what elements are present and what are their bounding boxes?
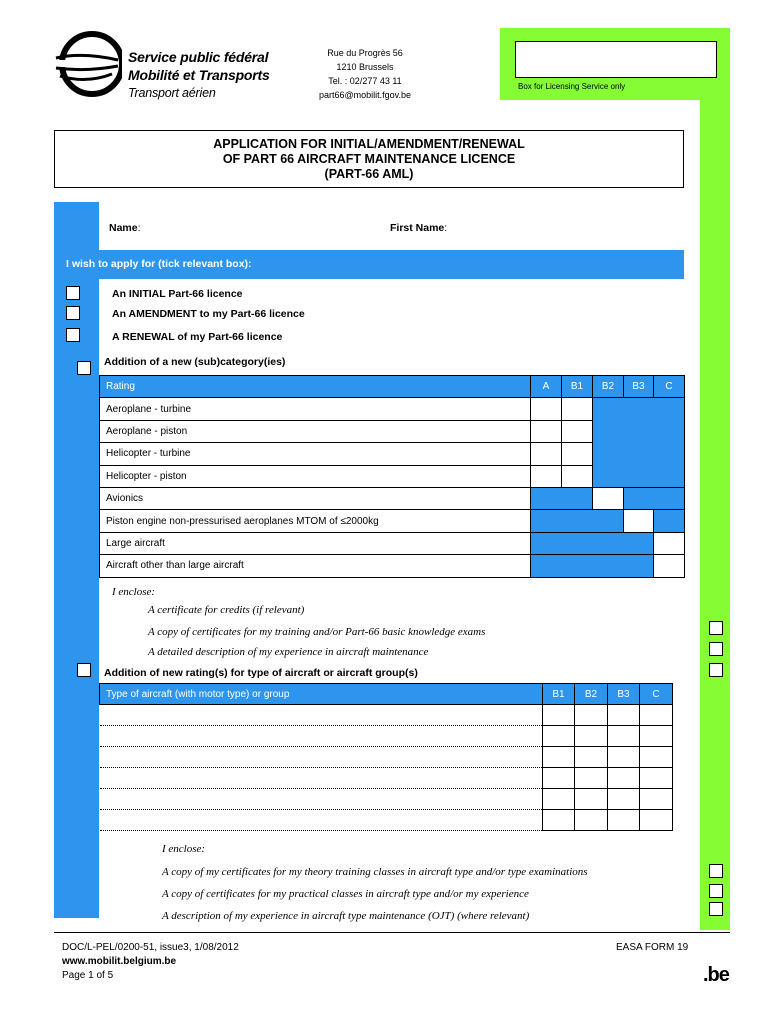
page-number: Page 1 of 5 <box>62 970 114 981</box>
enclose-checkbox[interactable] <box>709 902 723 916</box>
blocked-cells <box>654 510 685 532</box>
table-row <box>100 747 673 768</box>
be-logo: .be <box>703 964 729 986</box>
rating-cell[interactable] <box>640 705 673 726</box>
col-b1-header: B1 <box>562 376 593 398</box>
rating-label: Helicopter - turbine <box>100 443 531 465</box>
rating-label: Aircraft other than large aircraft <box>100 555 531 577</box>
table-row <box>100 487 685 509</box>
rating-cell[interactable] <box>608 810 640 831</box>
rating-cell[interactable] <box>640 726 673 747</box>
rating-cell[interactable] <box>608 789 640 810</box>
blocked-cells <box>593 398 685 488</box>
rating-label: Helicopter - piston <box>100 465 531 487</box>
blocked-cells <box>531 532 654 554</box>
renewal-label: A RENEWAL of my Part-66 licence <box>112 331 283 343</box>
enclose-item: A detailed description of my experience in aircraft maintenance <box>148 646 429 658</box>
rating-label: Avionics <box>100 487 531 509</box>
form-number: EASA FORM 19 <box>616 942 689 953</box>
rating-cell[interactable] <box>654 555 685 577</box>
enclose-checkbox[interactable] <box>709 884 723 898</box>
rating-cell[interactable] <box>575 768 608 789</box>
col-c-header: C <box>640 684 673 705</box>
amendment-label: An AMENDMENT to my Part-66 licence <box>112 308 305 320</box>
footer-divider <box>54 932 730 933</box>
renewal-checkbox[interactable] <box>66 328 80 342</box>
aircraft-type-input[interactable] <box>100 810 543 831</box>
initial-checkbox[interactable] <box>66 286 80 300</box>
rating-cell[interactable] <box>575 810 608 831</box>
col-b2-header: B2 <box>575 684 608 705</box>
rating-cell[interactable] <box>575 705 608 726</box>
rating-cell[interactable] <box>608 747 640 768</box>
enclose-checkbox[interactable] <box>709 864 723 878</box>
doc-reference: DOC/L-PEL/0200-51, issue3, 1/08/2012 <box>62 942 239 953</box>
table-row <box>100 789 673 810</box>
col-a-header: A <box>531 376 562 398</box>
rating-label: Aeroplane - turbine <box>100 398 531 420</box>
rating-cell[interactable] <box>531 465 562 487</box>
licensing-box-label: Box for Licensing Service only <box>518 82 626 91</box>
rating-cell[interactable] <box>608 726 640 747</box>
col-c-header: C <box>654 376 685 398</box>
aircraft-type-input[interactable] <box>100 768 543 789</box>
enclose-heading: I enclose: <box>112 586 156 598</box>
blocked-cells <box>531 510 624 532</box>
col-b3-header: B3 <box>608 684 640 705</box>
name-field[interactable]: Name: <box>109 222 141 234</box>
type-header: Type of aircraft (with motor type) or group <box>100 684 543 705</box>
rating-header: Rating <box>100 376 531 398</box>
rating-cell[interactable] <box>624 510 654 532</box>
table-row <box>100 726 673 747</box>
rating-cell[interactable] <box>531 443 562 465</box>
subcategory-checkbox[interactable] <box>77 361 91 375</box>
rating-cell[interactable] <box>543 705 575 726</box>
rating-cell[interactable] <box>543 789 575 810</box>
rating-label: Piston engine non-pressurised aeroplanes MTOM of ≤2000kg <box>100 510 531 532</box>
rating-label: Large aircraft <box>100 532 531 554</box>
organisation-name: Service public fédéral Mobilité et Transports Transport aérien <box>128 49 270 100</box>
rating-cell[interactable] <box>562 465 593 487</box>
enclose-item: A copy of my certificates for my theory training classes in aircraft type and/or type examinations <box>162 866 588 878</box>
website-link[interactable]: www.mobilit.belgium.be <box>62 956 177 967</box>
rating-cell[interactable] <box>640 768 673 789</box>
first-name-field[interactable]: First Name: <box>390 222 448 234</box>
rating-cell[interactable] <box>575 747 608 768</box>
col-b1-header: B1 <box>543 684 575 705</box>
aircraft-type-input[interactable] <box>100 705 543 726</box>
enclose-item: A description of my experience in aircraft type maintenance (OJT) (where relevant) <box>162 910 530 922</box>
subcategory-rating-table <box>99 375 685 578</box>
licensing-address: Rue du Progrès 56 1210 Brussels Tel. : 02/277 43 11 part66@mobilit.fgov.be <box>318 48 412 100</box>
rating-cell[interactable] <box>543 810 575 831</box>
rating-cell[interactable] <box>562 398 593 420</box>
rating-label: Aeroplane - piston <box>100 420 531 442</box>
rating-cell[interactable] <box>543 768 575 789</box>
rating-cell[interactable] <box>531 420 562 442</box>
blocked-cells <box>624 487 685 509</box>
type-rating-heading: Addition of new rating(s) for type of aircraft or aircraft group(s) <box>104 667 418 679</box>
rating-cell[interactable] <box>593 487 624 509</box>
licensing-service-box[interactable] <box>515 41 717 78</box>
enclose-item: A certificate for credits (if relevant) <box>148 604 305 616</box>
rating-cell[interactable] <box>640 747 673 768</box>
table-row <box>100 532 685 554</box>
enclose-item: A copy of certificates for my training and/or Part-66 basic knowledge exams <box>148 626 486 638</box>
rating-cell[interactable] <box>654 532 685 554</box>
rating-cell[interactable] <box>640 789 673 810</box>
rating-cell[interactable] <box>562 420 593 442</box>
table-row <box>100 510 685 532</box>
table-row <box>100 810 673 831</box>
green-side-strip <box>700 100 730 930</box>
col-b3-header: B3 <box>624 376 654 398</box>
aircraft-type-input[interactable] <box>100 747 543 768</box>
rating-cell[interactable] <box>531 398 562 420</box>
enclose-heading: I enclose: <box>162 843 206 855</box>
rating-cell[interactable] <box>575 789 608 810</box>
enclose-checkbox[interactable] <box>709 621 723 635</box>
form-title: APPLICATION FOR INITIAL/AMENDMENT/RENEWAL OF PART 66 AIRCRAFT MAINTENANCE LICENCE (PART-66 AML) <box>54 130 684 188</box>
aircraft-type-input[interactable] <box>100 789 543 810</box>
blocked-cells <box>531 555 654 577</box>
table-row <box>100 705 673 726</box>
apply-for-heading: I wish to apply for (tick relevant box): <box>66 258 252 270</box>
amendment-checkbox[interactable] <box>66 306 80 320</box>
table-row <box>100 768 673 789</box>
rating-cell[interactable] <box>640 810 673 831</box>
rating-cell[interactable] <box>575 726 608 747</box>
rating-cell[interactable] <box>608 705 640 726</box>
blocked-cells <box>531 487 593 509</box>
table-row <box>100 555 685 577</box>
aircraft-type-input[interactable] <box>100 726 543 747</box>
type-rating-checkbox[interactable] <box>77 663 91 677</box>
col-b2-header: B2 <box>593 376 624 398</box>
rating-cell[interactable] <box>608 768 640 789</box>
table-row <box>100 398 685 420</box>
enclose-item: A copy of certificates for my practical classes in aircraft type and/or my experience <box>162 888 529 900</box>
initial-label: An INITIAL Part-66 licence <box>112 288 243 300</box>
enclose-checkbox[interactable] <box>709 642 723 656</box>
enclose-checkbox[interactable] <box>709 663 723 677</box>
rating-cell[interactable] <box>562 443 593 465</box>
ministry-logo-icon <box>52 28 122 100</box>
subcategory-heading: Addition of a new (sub)category(ies) <box>104 356 286 368</box>
type-rating-table <box>99 683 673 831</box>
rating-cell[interactable] <box>543 726 575 747</box>
rating-cell[interactable] <box>543 747 575 768</box>
